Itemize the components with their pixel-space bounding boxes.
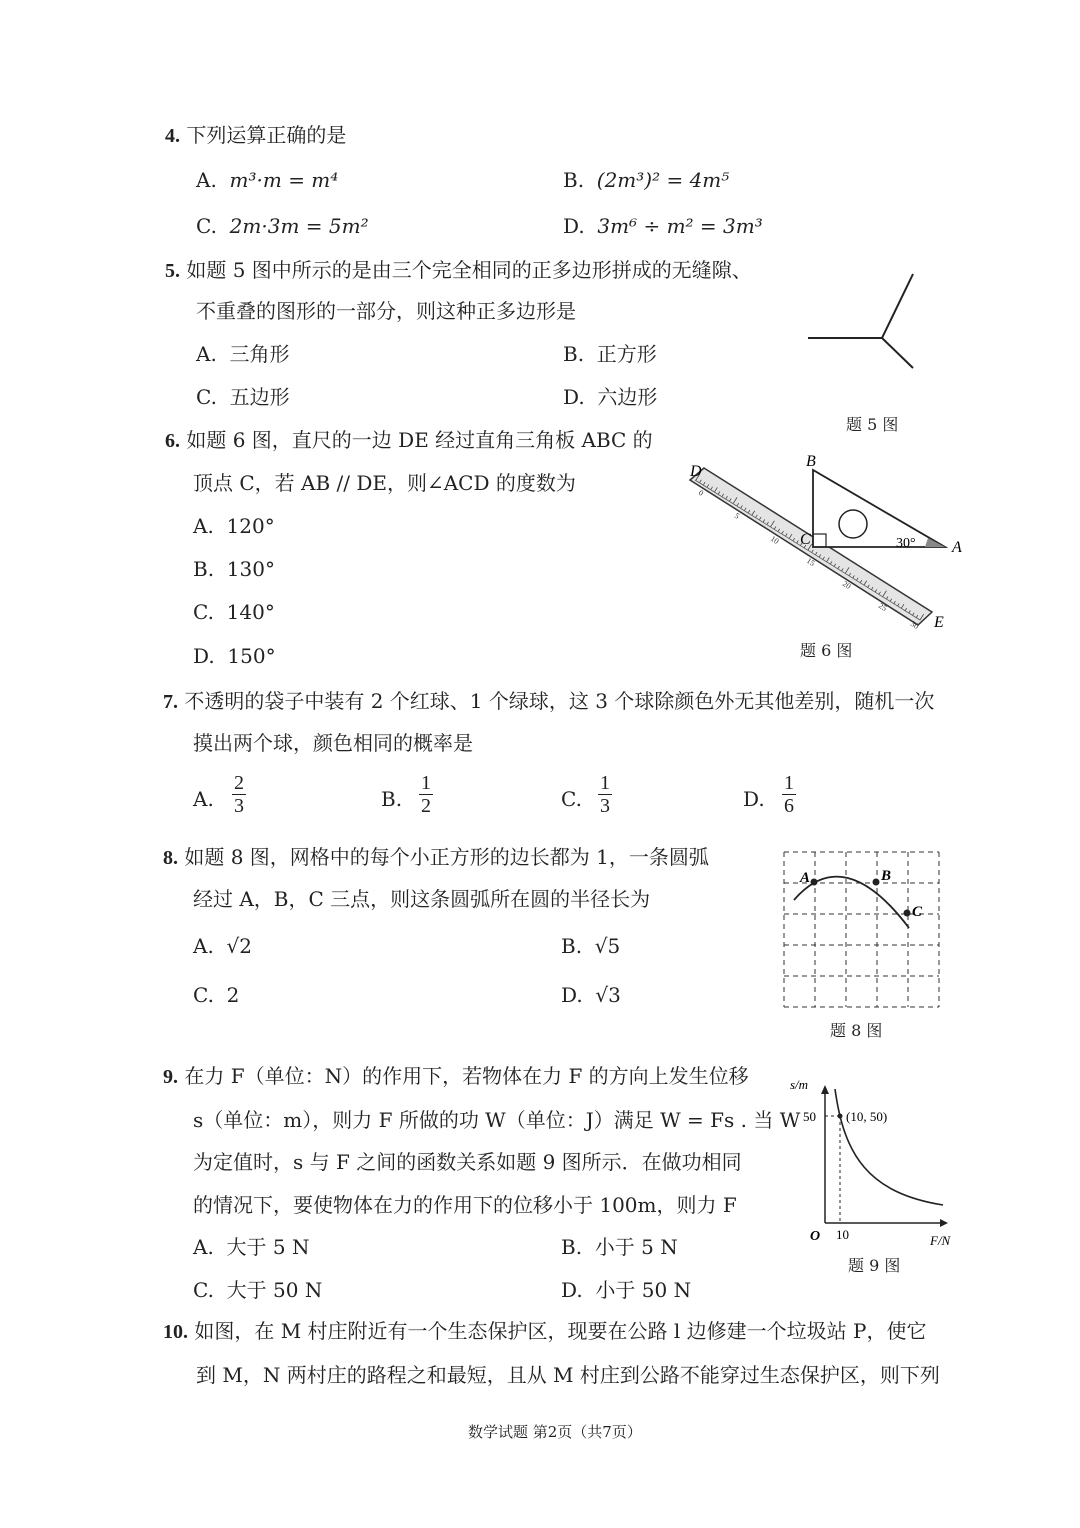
q7-option-d-label: D. [743, 787, 765, 811]
hyperbola-curve [835, 1089, 943, 1205]
q8-option-d: D. √3 [561, 983, 621, 1007]
q4-option-a: A. m³·m = m⁴ [196, 168, 339, 192]
origin-label: O [810, 1229, 821, 1244]
label-d: D [690, 463, 702, 480]
q9-stem-line2: s（单位：m），则力 F 所做的功 W（单位：J）满足 W = Fs . 当 W [193, 1108, 801, 1132]
label-e: E [934, 614, 944, 631]
ruler-mark-25: 25 [876, 601, 889, 613]
ruler-numbers [697, 488, 921, 631]
q7-option-a-fraction [231, 772, 247, 817]
q7-option-b-label: B. [381, 787, 403, 811]
q7-option-b-fraction [418, 772, 434, 817]
point-10-50 [838, 1114, 843, 1119]
x-axis-label: F/N [930, 1233, 951, 1248]
ruler-mark-10: 10 [768, 534, 781, 546]
numerator: 1 [421, 772, 431, 794]
q7-option-c-fraction [597, 772, 613, 817]
triangle-abc [813, 470, 945, 547]
q9-option-d: D. 小于 50 N [561, 1278, 692, 1302]
label-a: A [952, 539, 962, 556]
q5-option-d: D. 六边形 [563, 385, 658, 409]
q9-figure [788, 1075, 968, 1255]
ruler-mark-5: 5 [732, 511, 742, 521]
q10-stem-line2: 到 M，N 两村庄的路程之和最短，且从 M 村庄到公路不能穿过生态保护区，则下列 [196, 1363, 940, 1387]
point-b [873, 879, 880, 886]
numerator: 1 [784, 772, 794, 794]
q7-stem-line2: 摸出两个球，颜色相同的概率是 [193, 731, 473, 755]
q8-stem-line1: 8. 如题 8 图，网格中的每个小正方形的边长都为 1，一条圆弧 [163, 845, 709, 869]
q8-stem-line2: 经过 A，B，C 三点，则这条圆弧所在圆的半径长为 [193, 887, 651, 911]
numerator: 1 [600, 772, 610, 794]
denominator: 3 [234, 795, 244, 817]
q8-option-a: A. √2 [193, 934, 252, 958]
angle-a-fill [925, 538, 945, 547]
label-c: C [800, 531, 811, 548]
ruler-mark-20: 20 [840, 579, 853, 591]
denominator: 2 [421, 795, 431, 817]
q6-option-c: C. 140° [193, 600, 275, 624]
q5-option-a: A. 三角形 [196, 342, 290, 366]
q5-stem-line1: 5. 如题 5 图中所示的是由三个完全相同的正多边形拼成的无缝隙、 [165, 258, 752, 282]
q9-stem-line3: 为定值时，s 与 F 之间的函数关系如题 9 图所示．在做功相同 [193, 1150, 742, 1174]
q6-option-d: D. 150° [193, 644, 276, 668]
q8-caption: 题 8 图 [830, 1021, 883, 1040]
q4-option-b: B. (2m³)² = 4m⁵ [563, 168, 730, 192]
q6-option-a: A. 120° [193, 514, 275, 538]
q5-option-b: B. 正方形 [563, 342, 657, 366]
ruler-inner-edge [695, 480, 920, 620]
y-axis-label: s/m [790, 1077, 809, 1092]
q9-option-c: C. 大于 50 N [193, 1278, 323, 1302]
q9-stem-line4: 的情况下，要使物体在力的作用下的位移小于 100m，则力 F [193, 1193, 737, 1217]
q7-option-d-fraction [781, 772, 797, 817]
point-label: (10, 50) [846, 1109, 888, 1124]
q7-stem-line1: 7. 不透明的袋子中装有 2 个红球、1 个绿球，这 3 个球除颜色外无其他差别，随机一次 [163, 689, 935, 713]
y-axis-arrow [821, 1085, 829, 1094]
x-tick-10: 10 [836, 1227, 849, 1242]
q9-option-b: B. 小于 5 N [561, 1235, 678, 1259]
q7-option-c-label: C. [561, 787, 582, 811]
q8-figure [784, 852, 944, 1018]
q6-stem-line2: 顶点 C，若 AB // DE，则∠ACD 的度数为 [193, 471, 576, 495]
label-a: A [800, 870, 811, 886]
q5-option-c: C. 五边形 [196, 385, 290, 409]
q5-stem-line2: 不重叠的图形的一部分，则这种正多边形是 [196, 299, 576, 323]
denominator: 6 [784, 795, 794, 817]
denominator: 3 [600, 795, 610, 817]
q4-stem: 4. 下列运算正确的是 [165, 123, 347, 147]
numerator: 2 [234, 772, 244, 794]
q5-figure [800, 268, 930, 378]
q5-caption: 题 5 图 [846, 415, 899, 434]
q6-stem-line1: 6. 如题 6 图，直尺的一边 DE 经过直角三角板 ABC 的 [165, 428, 653, 452]
q7-option-a-label: A. [193, 787, 214, 811]
point-c [904, 910, 911, 917]
q4-option-c: C. 2m·3m = 5m² [196, 214, 369, 238]
q8-option-b: B. √5 [561, 934, 621, 958]
label-c: C [912, 904, 923, 920]
angle-30-label: 30° [896, 536, 916, 551]
q9-caption: 题 9 图 [848, 1256, 901, 1275]
q6-figure [680, 450, 970, 660]
ruler-mark-15: 15 [804, 556, 817, 568]
y-tick-50: 50 [803, 1109, 816, 1124]
q4-option-d: D. 3m⁶ ÷ m² = 3m³ [563, 214, 763, 238]
ruler-mark-30: 30 [908, 619, 921, 631]
label-b: B [806, 453, 816, 470]
q9-stem-line1: 9. 在力 F（单位：N）的作用下，若物体在力 F 的方向上发生位移 [163, 1064, 749, 1088]
x-axis-arrow [940, 1219, 948, 1227]
q8-option-c: C. 2 [193, 983, 240, 1007]
q6-caption: 题 6 图 [800, 641, 853, 660]
q9-option-a: A. 大于 5 N [193, 1235, 310, 1259]
q10-stem-line1: 10. 如图，在 M 村庄附近有一个生态保护区，现要在公路 l 边修建一个垃圾站 P，使它 [163, 1319, 927, 1343]
point-a [811, 879, 818, 886]
q8-arc [794, 877, 909, 928]
q6-option-b: B. 130° [193, 557, 275, 581]
ruler-mark-0: 0 [696, 488, 706, 498]
label-b: B [881, 868, 892, 884]
page-footer: 数学试题 第2页（共7页） [468, 1423, 642, 1441]
